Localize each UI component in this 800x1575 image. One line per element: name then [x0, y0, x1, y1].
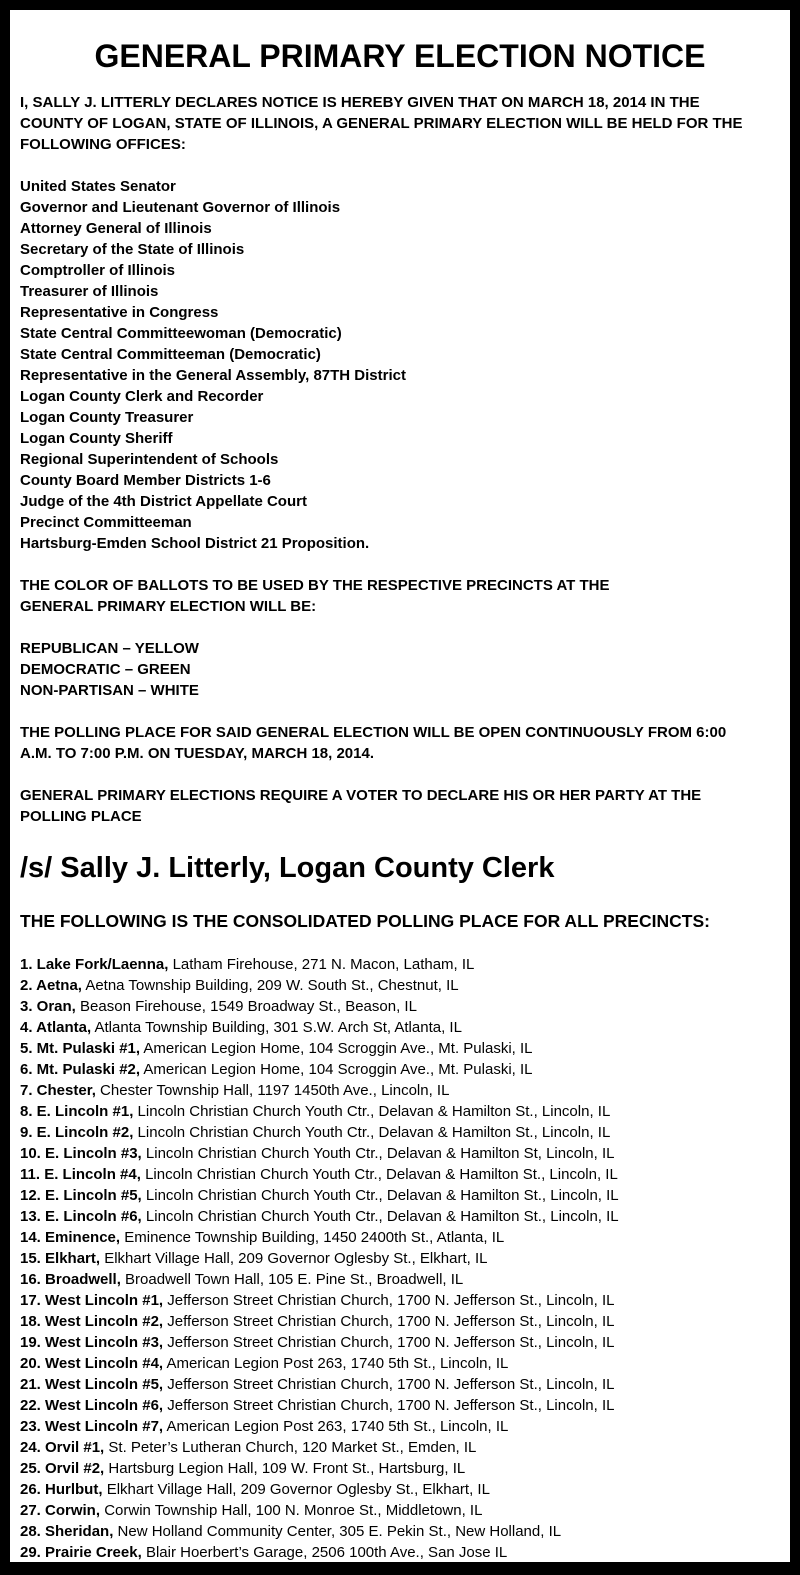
- party-declaration-paragraph: [20, 785, 780, 827]
- precinct-address: Jefferson Street Christian Church, 1700 N. Jefferson St., Lincoln, IL: [167, 1397, 615, 1414]
- precinct-row: [20, 1143, 780, 1164]
- precinct-label: 24. Orvil #1,: [20, 1439, 105, 1456]
- precincts-heading: THE FOLLOWING IS THE CONSOLIDATED POLLING PLACE FOR ALL PRECINCTS:: [20, 911, 710, 931]
- precinct-label: 20. West Lincoln #4,: [20, 1355, 164, 1372]
- precinct-label: 13. E. Lincoln #6,: [20, 1208, 142, 1225]
- precinct-address: Lincoln Christian Church Youth Ctr., Delavan & Hamilton St., Lincoln, IL: [137, 1124, 611, 1141]
- precinct-row: [20, 1500, 780, 1521]
- office-item: Judge of the 4th District Appellate Court: [20, 493, 307, 510]
- precinct-row: [20, 954, 780, 975]
- office-item: Precinct Committeeman: [20, 514, 192, 531]
- polling-hours-line: THE POLLING PLACE FOR SAID GENERAL ELECTION WILL BE OPEN CONTINUOUSLY FROM 6:00: [20, 724, 727, 741]
- office-item: Hartsburg-Emden School District 21 Proposition.: [20, 535, 370, 552]
- precinct-label: 9. E. Lincoln #2,: [20, 1124, 134, 1141]
- precinct-row: [20, 1290, 780, 1311]
- precinct-address: Jefferson Street Christian Church, 1700 N. Jefferson St., Lincoln, IL: [167, 1376, 615, 1393]
- intro-paragraph: [20, 92, 780, 155]
- precinct-row: [20, 1458, 780, 1479]
- precinct-label: 28. Sheridan,: [20, 1523, 114, 1540]
- precinct-row: [20, 1164, 780, 1185]
- office-item: Treasurer of Illinois: [20, 283, 159, 300]
- intro-line: I, SALLY J. LITTERLY DECLARES NOTICE IS HEREBY GIVEN THAT ON MARCH 18, 2014 IN THE: [20, 94, 700, 111]
- precinct-address: American Legion Post 263, 1740 5th St., Lincoln, IL: [166, 1355, 509, 1372]
- precinct-label: 23. West Lincoln #7,: [20, 1418, 164, 1435]
- precinct-row: [20, 1038, 780, 1059]
- precinct-address: American Legion Home, 104 Scroggin Ave., Mt. Pulaski, IL: [143, 1040, 533, 1057]
- precinct-address: Blair Hoerbert’s Garage, 2506 100th Ave., San Jose IL: [145, 1544, 508, 1561]
- ballot-colors-heading-line: GENERAL PRIMARY ELECTION WILL BE:: [20, 598, 317, 615]
- precinct-label: 3. Oran,: [20, 998, 76, 1015]
- precinct-label: 18. West Lincoln #2,: [20, 1313, 164, 1330]
- precinct-label: 22. West Lincoln #6,: [20, 1397, 164, 1414]
- office-item: County Board Member Districts 1-6: [20, 472, 271, 489]
- precinct-address: Hartsburg Legion Hall, 109 W. Front St., Hartsburg, IL: [108, 1460, 466, 1477]
- precinct-label: 11. E. Lincoln #4,: [20, 1166, 141, 1183]
- party-declaration-line: POLLING PLACE: [20, 808, 142, 825]
- precinct-label: 27. Corwin,: [20, 1502, 101, 1519]
- precinct-label: 26. Hurlbut,: [20, 1481, 103, 1498]
- precinct-label: 4. Atlanta,: [20, 1019, 92, 1036]
- precinct-row: [20, 1416, 780, 1437]
- precinct-label: 5. Mt. Pulaski #1,: [20, 1040, 141, 1057]
- precinct-address: Corwin Township Hall, 100 N. Monroe St., Middletown, IL: [104, 1502, 483, 1519]
- precinct-address: Aetna Township Building, 209 W. South St., Chestnut, IL: [85, 977, 459, 994]
- precinct-address: Lincoln Christian Church Youth Ctr., Delavan & Hamilton St., Lincoln, IL: [137, 1103, 611, 1120]
- precinct-address: Beason Firehouse, 1549 Broadway St., Beason, IL: [80, 998, 417, 1015]
- precinct-label: 25. Orvil #2,: [20, 1460, 105, 1477]
- precinct-row: [20, 1227, 780, 1248]
- precinct-address: Lincoln Christian Church Youth Ctr., Delavan & Hamilton St., Lincoln, IL: [145, 1208, 619, 1225]
- precinct-label: 17. West Lincoln #1,: [20, 1292, 164, 1309]
- precinct-row: [20, 975, 780, 996]
- precinct-row: [20, 1395, 780, 1416]
- page-title: GENERAL PRIMARY ELECTION NOTICE: [94, 38, 706, 74]
- precinct-row: [20, 1248, 780, 1269]
- precinct-label: 21. West Lincoln #5,: [20, 1376, 164, 1393]
- ballot-color-item: REPUBLICAN – YELLOW: [20, 640, 199, 657]
- office-item: Regional Superintendent of Schools: [20, 451, 279, 468]
- precinct-row: [20, 1080, 780, 1101]
- precinct-row: [20, 1101, 780, 1122]
- office-item: Governor and Lieutenant Governor of Illinois: [20, 199, 341, 216]
- precinct-row: [20, 1479, 780, 1500]
- precinct-list: [20, 954, 780, 1562]
- precinct-address: St. Peter’s Lutheran Church, 120 Market St., Emden, IL: [108, 1439, 477, 1456]
- precinct-row: [20, 1353, 780, 1374]
- offices-list: [20, 176, 780, 554]
- precinct-row: [20, 1059, 780, 1080]
- precinct-label: 15. Elkhart,: [20, 1250, 101, 1267]
- precinct-address: Elkhart Village Hall, 209 Governor Oglesby St., Elkhart, IL: [106, 1481, 490, 1498]
- precinct-row: [20, 1437, 780, 1458]
- precinct-label: 12. E. Lincoln #5,: [20, 1187, 142, 1204]
- precinct-address: Lincoln Christian Church Youth Ctr., Delavan & Hamilton St., Lincoln, IL: [145, 1187, 619, 1204]
- precinct-row: [20, 1332, 780, 1353]
- precinct-row: [20, 1122, 780, 1143]
- precinct-address: New Holland Community Center, 305 E. Pekin St., New Holland, IL: [117, 1523, 562, 1540]
- office-item: Comptroller of Illinois: [20, 262, 176, 279]
- precinct-address: Elkhart Village Hall, 209 Governor Oglesby St., Elkhart, IL: [104, 1250, 488, 1267]
- polling-hours-line: A.M. TO 7:00 P.M. ON TUESDAY, MARCH 18, 2014.: [20, 745, 375, 762]
- party-declaration-line: GENERAL PRIMARY ELECTIONS REQUIRE A VOTER TO DECLARE HIS OR HER PARTY AT THE: [20, 787, 702, 804]
- precinct-address: Lincoln Christian Church Youth Ctr., Delavan & Hamilton St., Lincoln, IL: [145, 1166, 618, 1183]
- ballot-color-item: DEMOCRATIC – GREEN: [20, 661, 191, 678]
- notice-page: [10, 10, 790, 1562]
- precinct-label: 14. Eminence,: [20, 1229, 121, 1246]
- precinct-label: 1. Lake Fork/Laenna,: [20, 956, 169, 973]
- precinct-label: 19. West Lincoln #3,: [20, 1334, 164, 1351]
- office-item: State Central Committeewoman (Democratic): [20, 325, 342, 342]
- ballot-colors-list: [20, 638, 780, 701]
- precinct-address: Broadwell Town Hall, 105 E. Pine St., Broadwell, IL: [125, 1271, 464, 1288]
- precinct-address: Jefferson Street Christian Church, 1700 N. Jefferson St., Lincoln, IL: [167, 1292, 615, 1309]
- precinct-row: [20, 1521, 780, 1542]
- intro-line: COUNTY OF LOGAN, STATE OF ILLINOIS, A GENERAL PRIMARY ELECTION WILL BE HELD FOR THE: [20, 115, 743, 132]
- office-item: Logan County Clerk and Recorder: [20, 388, 264, 405]
- ballot-colors-heading: [20, 575, 780, 617]
- precinct-address: Chester Township Hall, 1197 1450th Ave., Lincoln, IL: [100, 1082, 450, 1099]
- ballot-color-item: NON-PARTISAN – WHITE: [20, 682, 199, 699]
- precinct-row: [20, 1542, 780, 1562]
- precinct-label: 6. Mt. Pulaski #2,: [20, 1061, 141, 1078]
- precinct-label: 2. Aetna,: [20, 977, 82, 994]
- clerk-signature: /s/ Sally J. Litterly, Logan County Clerk: [20, 852, 555, 884]
- precinct-address: American Legion Home, 104 Scroggin Ave., Mt. Pulaski, IL: [143, 1061, 533, 1078]
- precinct-row: [20, 996, 780, 1017]
- precinct-address: Jefferson Street Christian Church, 1700 N. Jefferson St., Lincoln, IL: [167, 1334, 615, 1351]
- precinct-row: [20, 1017, 780, 1038]
- precinct-label: 7. Chester,: [20, 1082, 96, 1099]
- precinct-row: [20, 1269, 780, 1290]
- precinct-row: [20, 1206, 780, 1227]
- precinct-address: Lincoln Christian Church Youth Ctr., Delavan & Hamilton St, Lincoln, IL: [145, 1145, 615, 1162]
- office-item: State Central Committeeman (Democratic): [20, 346, 321, 363]
- precinct-row: [20, 1311, 780, 1332]
- polling-hours-paragraph: [20, 722, 780, 764]
- office-item: Logan County Treasurer: [20, 409, 194, 426]
- office-item: Logan County Sheriff: [20, 430, 173, 447]
- office-item: Secretary of the State of Illinois: [20, 241, 245, 258]
- office-item: Attorney General of Illinois: [20, 220, 212, 237]
- precinct-address: Jefferson Street Christian Church, 1700 N. Jefferson St., Lincoln, IL: [167, 1313, 615, 1330]
- precinct-address: Atlanta Township Building, 301 S.W. Arch St, Atlanta, IL: [94, 1019, 462, 1036]
- precinct-row: [20, 1374, 780, 1395]
- precinct-address: American Legion Post 263, 1740 5th St., Lincoln, IL: [166, 1418, 509, 1435]
- precinct-label: 10. E. Lincoln #3,: [20, 1145, 142, 1162]
- intro-line: FOLLOWING OFFICES:: [20, 136, 186, 153]
- precinct-label: 8. E. Lincoln #1,: [20, 1103, 134, 1120]
- office-item: United States Senator: [20, 178, 176, 195]
- ballot-colors-heading-line: THE COLOR OF BALLOTS TO BE USED BY THE RESPECTIVE PRECINCTS AT THE: [20, 577, 610, 594]
- precinct-label: 16. Broadwell,: [20, 1271, 121, 1288]
- office-item: Representative in Congress: [20, 304, 219, 321]
- precinct-label: 29. Prairie Creek,: [20, 1544, 142, 1561]
- precinct-address: Latham Firehouse, 271 N. Macon, Latham, IL: [172, 956, 475, 973]
- office-item: Representative in the General Assembly, 87TH District: [20, 367, 406, 384]
- precinct-address: Eminence Township Building, 1450 2400th St., Atlanta, IL: [124, 1229, 505, 1246]
- precinct-row: [20, 1185, 780, 1206]
